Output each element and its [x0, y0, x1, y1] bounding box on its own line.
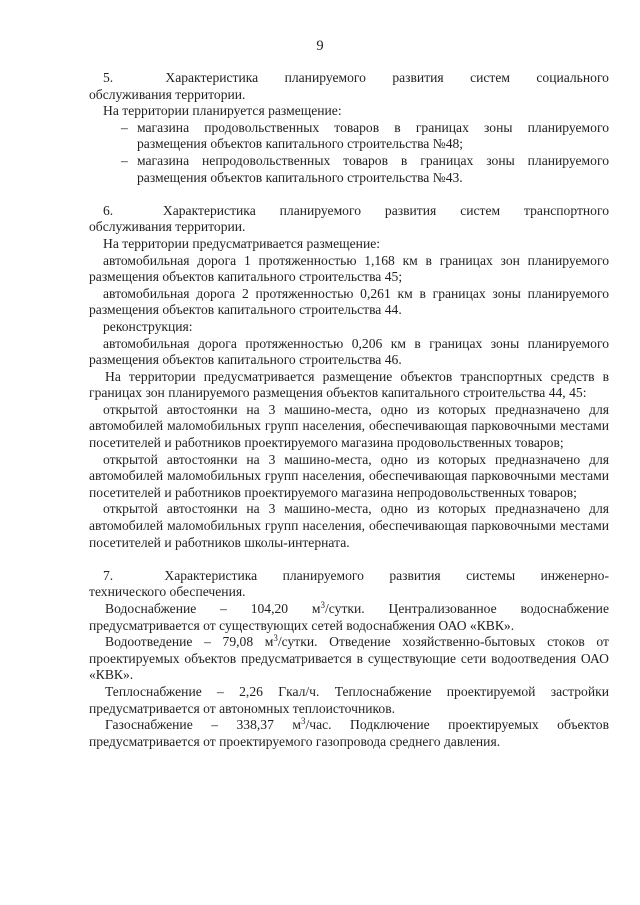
heading-word: Характеристика: [162, 202, 256, 218]
sewerage-text: Водоотведение – 79,08 м: [105, 634, 274, 650]
heading-word: транспортного: [524, 202, 609, 218]
superscript: 3: [273, 633, 278, 644]
list-item-text: магазина продовольственных товаров в границах зоны планируемого размещения объектов капитального строительства №48;: [137, 119, 609, 152]
road-3-paragraph: автомобильная дорога протяженностью 0,206 км в границах зоны планируемого размещения объектов капитального строительства 46.: [89, 335, 609, 368]
water-supply-paragraph: [89, 601, 609, 634]
heading-word: развития: [384, 202, 437, 218]
reconstruction-label: реконструкция:: [103, 318, 193, 334]
heading-word: системы: [466, 567, 516, 583]
heading-word: развития: [392, 70, 444, 85]
section-7-heading: [89, 568, 609, 585]
section-7-heading-rest: технического обеспечения.: [89, 584, 246, 600]
section-5-heading-rest: обслуживания территории.: [89, 86, 246, 102]
dash-marker: –: [121, 152, 128, 168]
heat-supply-paragraph: Теплоснабжение – 2,26 Гкал/ч. Теплоснабжение проектируемой застройки предусматривается от автономных теплоисточников.: [89, 683, 609, 716]
section-6-heading-rest: обслуживания территории.: [89, 219, 246, 235]
superscript: 3: [300, 716, 306, 727]
heading-word: систем: [460, 202, 501, 218]
section-6-heading: [89, 203, 609, 220]
page-number: 9: [316, 38, 324, 54]
heading-word: Характеристика: [165, 70, 259, 85]
heading-word: развития: [389, 567, 441, 583]
document-body: [89, 70, 609, 750]
gas-supply-text: Газоснабжение – 338,37 м: [105, 717, 301, 733]
heading-word: систем: [470, 70, 510, 85]
sewerage-paragraph: [89, 634, 609, 684]
parking-intro-paragraph: На территории предусматривается размещение объектов транспортных средств в границах зон планируемого размещения объектов капитального строительства 44, 45:: [89, 368, 609, 401]
section-6-intro: На территории предусматривается размещение:: [103, 235, 381, 251]
road-2-paragraph: автомобильная дорога 2 протяженностью 0,261 км в границах зоны планируемого размещения объектов капитального строительства 44.: [89, 285, 609, 318]
road-1-paragraph: автомобильная дорога 1 протяженностью 1,168 км в границах зон планируемого размещения объектов капитального строительства 45;: [89, 252, 609, 285]
water-supply-text-cont: /сутки. Централизованное водоснабжение предусматривается от существующих сетей водоснабжения ОАО «КВК».: [89, 601, 609, 633]
heading-word: инженерно-: [540, 567, 609, 583]
sewerage-text-cont: /сутки. Отведение хозяйственно-бытовых стоков от проектируемых объектов предусматривается в существующие сети водоотведения ОАО «КВК».: [89, 634, 609, 683]
heading-word: 5.: [103, 70, 114, 85]
heading-word: социального: [536, 70, 609, 85]
heading-word: планируемого: [284, 70, 366, 85]
parking-2-paragraph: открытой автостоянки на 3 машино-места, одно из которых предназначено для автомобилей маломобильных групп населения, обеспечивающая парковочными местами посетителей и работников проектируемого магазина непродовольственных товаров;: [89, 451, 609, 500]
list-item-text: магазина непродовольственных товаров в границах зоны планируемого размещения объектов капитального строительства №43.: [137, 152, 609, 185]
dash-marker: –: [121, 119, 128, 135]
parking-3-paragraph: открытой автостоянки на 3 машино-места, одно из которых предназначено для автомобилей маломобильных групп населения, обеспечивающая парковочными местами посетителей и работников школы-интерната.: [89, 501, 609, 550]
parking-1-paragraph: открытой автостоянки на 3 машино-места, одно из которых предназначено для автомобилей маломобильных групп населения, обеспечивающая парковочными местами посетителей и работников проектируемого магазина продовольственных товаров;: [89, 401, 609, 451]
gas-supply-text-cont: /час. Подключение проектируемых объектов предусматривается от проектируемого газопровода среднего давления.: [89, 717, 609, 749]
section-5-intro: На территории планируется размещение:: [103, 103, 342, 119]
water-supply-text: Водоснабжение – 104,20 м: [105, 601, 321, 616]
heading-word: 6.: [103, 202, 114, 218]
heading-word: Характеристика: [164, 567, 258, 583]
gas-supply-paragraph: [89, 717, 609, 750]
list-item: [89, 120, 609, 153]
list-item: [89, 153, 609, 186]
heading-word: 7.: [103, 567, 114, 583]
heading-word: планируемого: [279, 202, 361, 218]
section-5-heading: [89, 70, 609, 87]
superscript: 3: [320, 600, 326, 610]
heading-word: планируемого: [282, 567, 364, 583]
